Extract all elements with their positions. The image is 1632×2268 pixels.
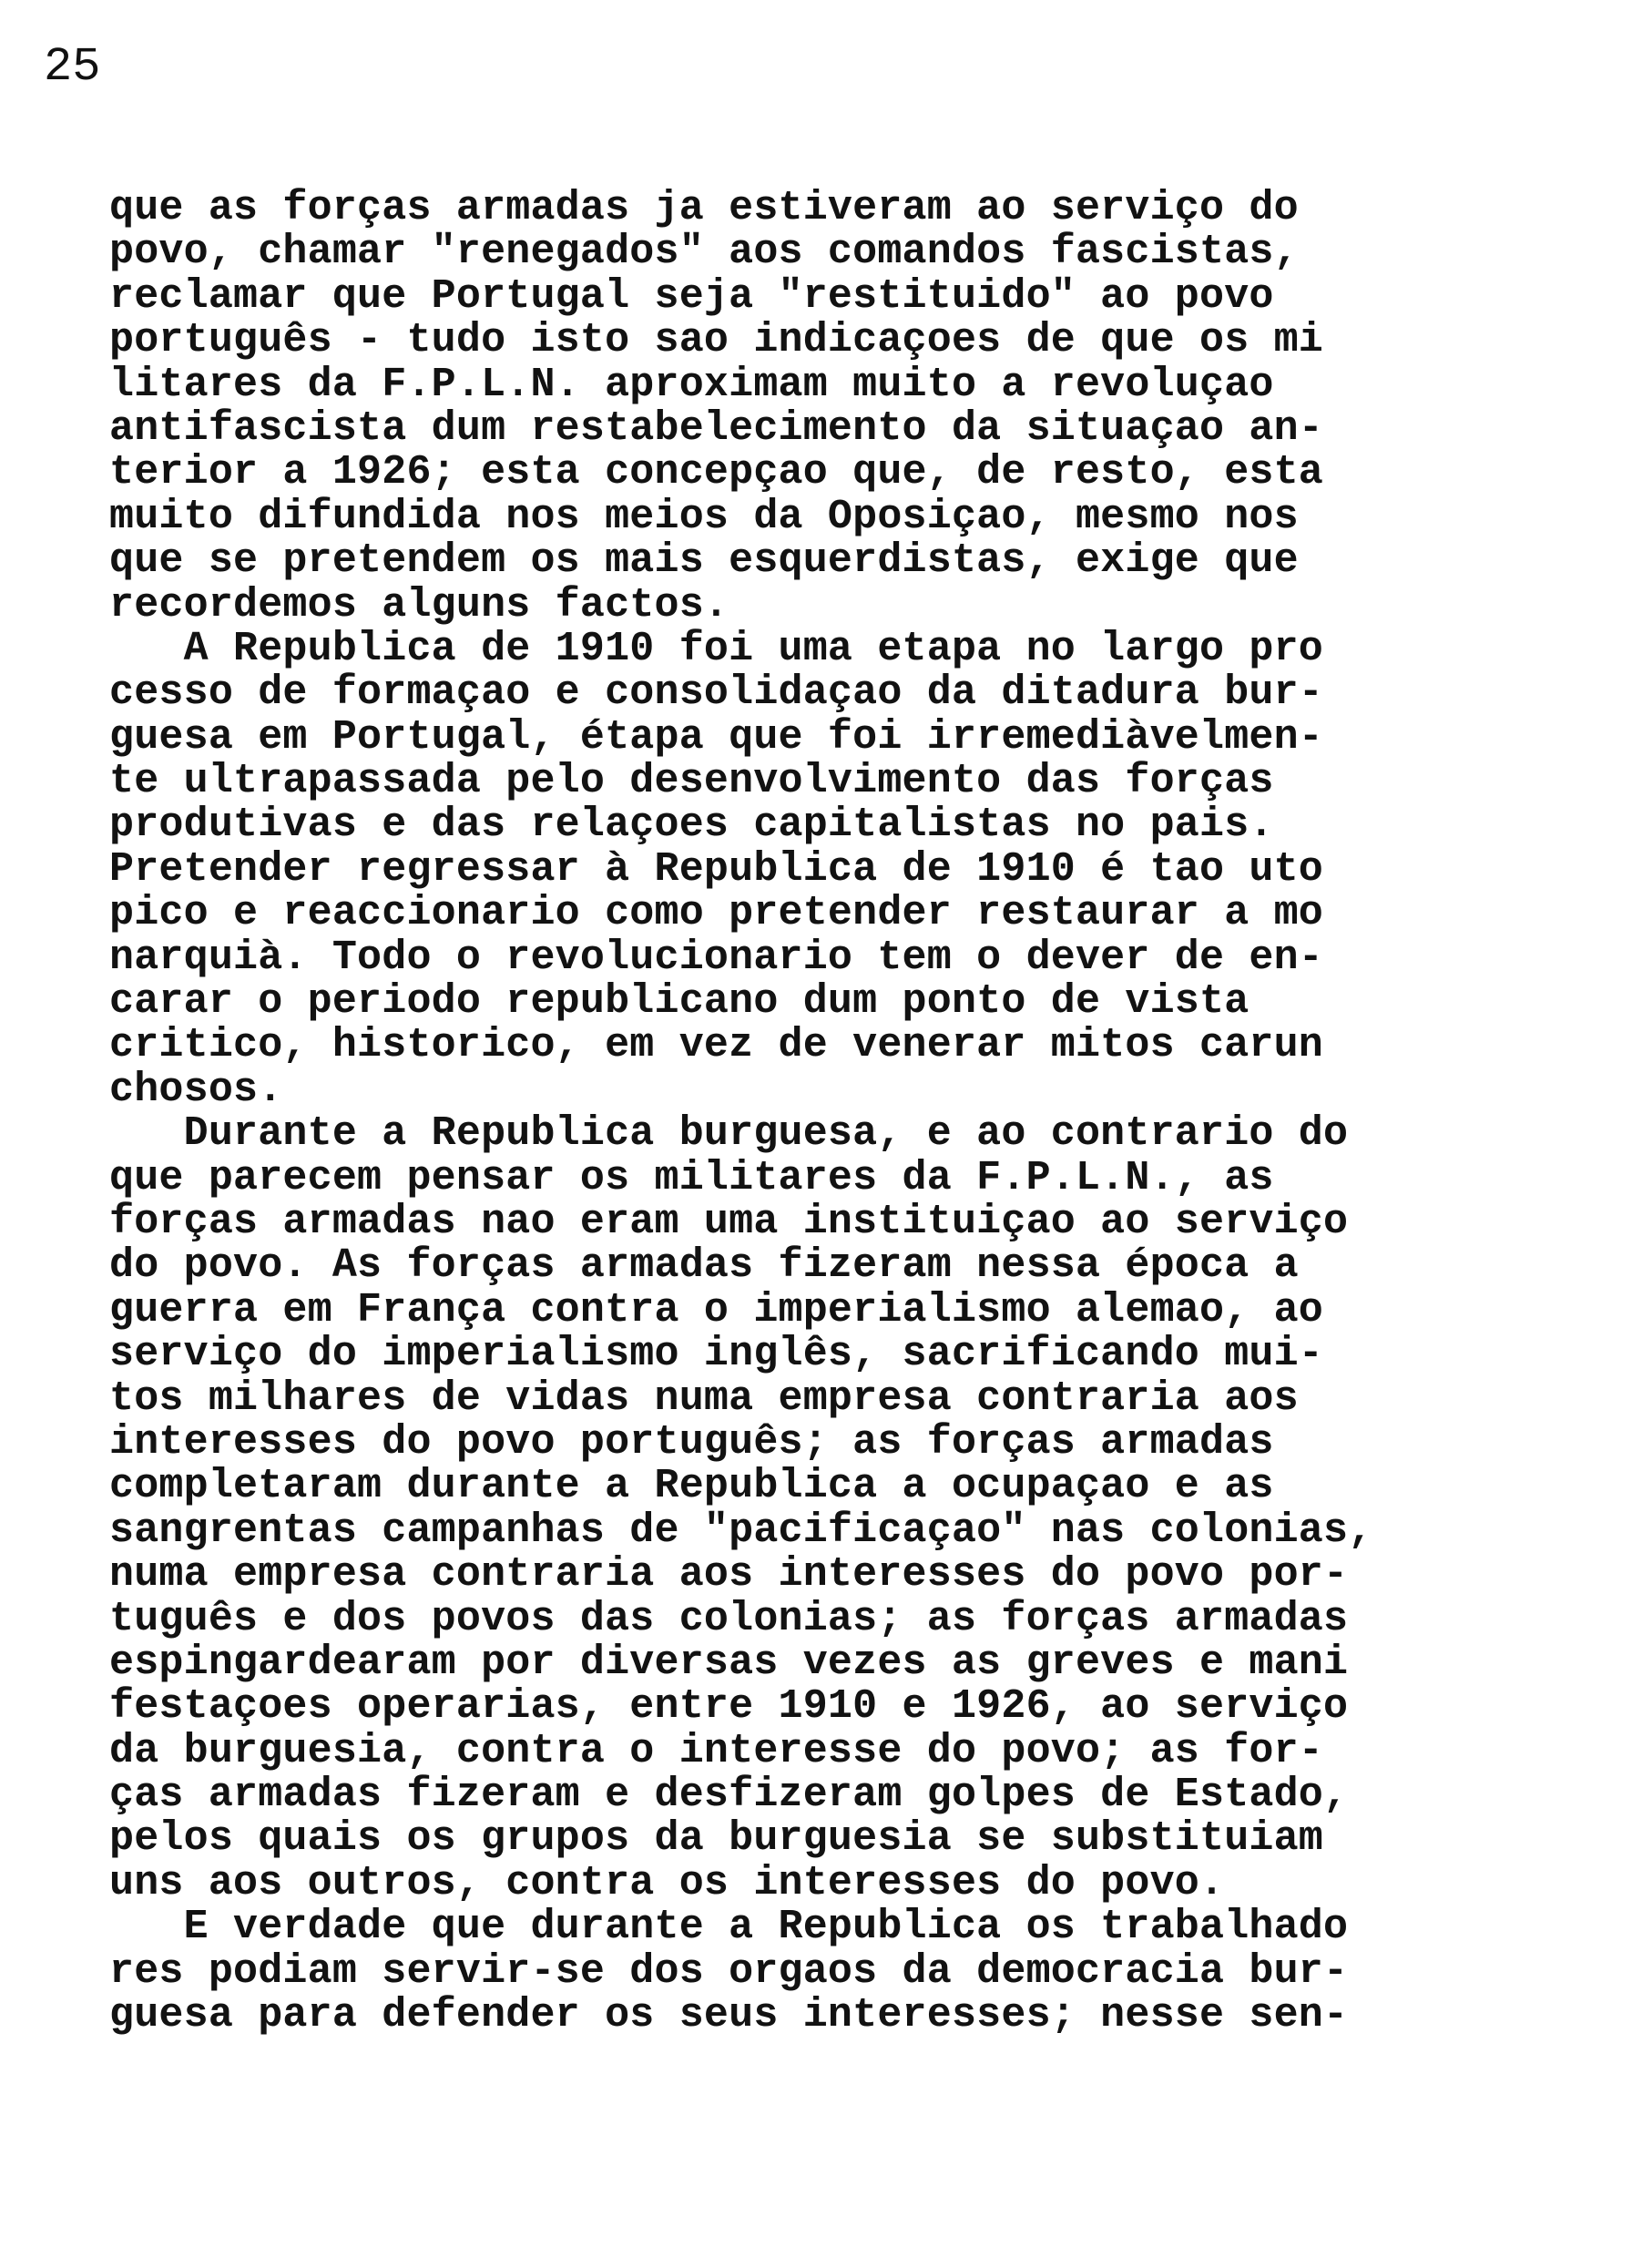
text-line: forças armadas nao eram uma instituiçao ao serviço: [109, 1198, 1349, 1245]
text-line: litares da F.P.L.N. aproximam muito a revoluçao: [109, 361, 1274, 408]
text-line: pelos quais os grupos da burguesia se substituiam: [109, 1815, 1324, 1863]
text-line: produtivas e das relaçoes capitalistas no pais.: [109, 802, 1274, 849]
text-line: critico, historico, em vez de venerar mitos carun: [109, 1022, 1324, 1069]
text-line: cesso de formaçao e consolidaçao da ditadura bur-: [109, 669, 1324, 717]
text-line: português - tudo isto sao indicaçoes de que os mi: [109, 317, 1324, 364]
text-line: A Republica de 1910 foi uma etapa no largo pro: [109, 625, 1324, 672]
text-line: espingardearam por diversas vezes as greves e mani: [109, 1639, 1349, 1686]
text-line: que parecem pensar os militares da F.P.L.N., as: [109, 1154, 1274, 1201]
text-line: pico e reaccionario como pretender restaurar a mo: [109, 890, 1324, 937]
text-line: da burguesia, contra o interesse do povo; as for-: [109, 1727, 1324, 1774]
text-line: tuguês e dos povos das colonias; as forças armadas: [109, 1595, 1349, 1642]
text-line: Durante a Republica burguesa, e ao contrario do: [109, 1110, 1349, 1158]
text-line: carar o periodo republicano dum ponto de vista: [109, 978, 1250, 1026]
text-line: chosos.: [109, 1066, 283, 1113]
text-line: completaram durante a Republica a ocupaçao e as: [109, 1463, 1274, 1510]
body-text: [109, 187, 1512, 2038]
text-line: antifascista dum restabelecimento da situaçao an-: [109, 404, 1324, 452]
text-line: numa empresa contraria aos interesses do povo por-: [109, 1551, 1349, 1599]
page-number: 25: [44, 40, 101, 94]
text-line: sangrentas campanhas de "pacificaçao" nas colonias,: [109, 1507, 1373, 1554]
text-line: guerra em França contra o imperialismo alemao, ao: [109, 1286, 1324, 1333]
text-line: narquià. Todo o revolucionario tem o dever de en-: [109, 934, 1324, 981]
text-line: Pretender regressar à Republica de 1910 é tao uto: [109, 845, 1324, 893]
text-line: E verdade que durante a Republica os trabalhado: [109, 1904, 1349, 1951]
text-line: tos milhares de vidas numa empresa contraria aos: [109, 1374, 1299, 1422]
text-line: recordemos alguns factos.: [109, 581, 729, 628]
text-line: uns aos outros, contra os interesses do povo.: [109, 1859, 1225, 1906]
text-line: res podiam servir-se dos orgaos da democracia bur-: [109, 1947, 1349, 1995]
text-line: que se pretendem os mais esquerdistas, exige que: [109, 537, 1299, 585]
text-line: guesa em Portugal, étapa que foi irremediàvelmen-: [109, 713, 1324, 761]
text-line: festaçoes operarias, entre 1910 e 1926, ao serviço: [109, 1683, 1349, 1731]
text-line: reclamar que Portugal seja "restituido" ao povo: [109, 272, 1274, 320]
text-line: do povo. As forças armadas fizeram nessa época a: [109, 1242, 1299, 1290]
text-line: te ultrapassada pelo desenvolvimento das forças: [109, 758, 1274, 805]
text-line: guesa para defender os seus interesses; nesse sen-: [109, 1992, 1349, 2039]
text-line: terior a 1926; esta concepçao que, de resto, esta: [109, 449, 1324, 496]
text-line: ças armadas fizeram e desfizeram golpes de Estado,: [109, 1772, 1349, 1819]
text-line: serviço do imperialismo inglês, sacrificando mui-: [109, 1331, 1324, 1378]
text-line: que as forças armadas ja estiveram ao serviço do: [109, 185, 1299, 231]
text-line: interesses do povo português; as forças armadas: [109, 1418, 1274, 1466]
text-line: muito difundida nos meios da Oposiçao, mesmo nos: [109, 493, 1299, 540]
text-line: povo, chamar "renegados" aos comandos fascistas,: [109, 229, 1299, 276]
